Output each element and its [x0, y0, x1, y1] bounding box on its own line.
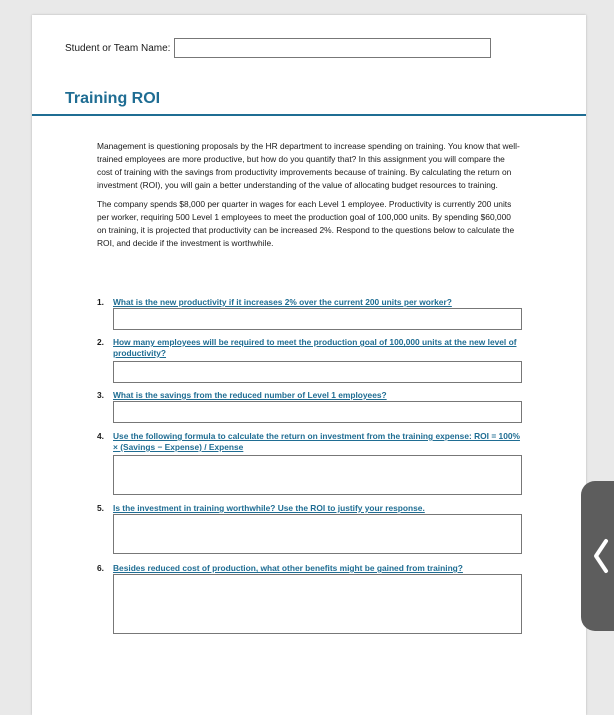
question-number: 2. [97, 337, 104, 347]
question-1 [97, 297, 521, 308]
question-text: What is the new productivity if it increases 2% over the current 200 units per worker? [113, 297, 452, 307]
question-6 [97, 563, 521, 574]
question-text: Is the investment in training worthwhile? Use the ROI to justify your response. [113, 503, 425, 513]
name-input[interactable] [174, 38, 491, 58]
question-text: What is the savings from the reduced number of Level 1 employees? [113, 390, 387, 400]
question-text: Use the following formula to calculate the return on investment from the training expense: ROI = 100% × (Savings − Expense) / Expense [113, 431, 520, 452]
intro-paragraph-1: Management is questioning proposals by the HR department to increase spending on training. You know that well-trained employees are more productive, but how do you quantify that? In this assignment you will compare the cost of training with the savings from productivity improvements because of training. By calculating the return on investment (ROI), you will gain a better understanding of the value of allocating budget resources to training. [97, 141, 520, 190]
question-text: Besides reduced cost of production, what other benefits might be gained from training? [113, 563, 463, 573]
intro-text [97, 140, 521, 256]
page-title: Training ROI [65, 90, 161, 107]
question-4 [97, 431, 521, 453]
question-3 [97, 390, 521, 401]
intro-paragraph-2: The company spends $8,000 per quarter in wages for each Level 1 employee. Productivity is currently 200 units per worker, requiring 500 Level 1 employees to meet the production goal of 100,000 units. By spending $60,000 on training, it is projected that productivity can be increased 2%. Respond to the questions below to calculate the ROI, and decide if the investment is worthwhile. [97, 199, 515, 248]
question-number: 4. [97, 431, 104, 441]
answer-box-4[interactable] [113, 455, 522, 495]
side-panel-toggle[interactable] [581, 481, 614, 631]
question-5 [97, 503, 521, 514]
answer-box-3[interactable] [113, 401, 522, 423]
answer-box-5[interactable] [113, 514, 522, 554]
answer-box-2[interactable] [113, 361, 522, 383]
name-row [65, 38, 491, 58]
answer-box-1[interactable] [113, 308, 522, 330]
question-number: 3. [97, 390, 104, 400]
question-2 [97, 337, 521, 359]
question-number: 1. [97, 297, 104, 307]
name-label: Student or Team Name: [65, 42, 171, 54]
title-divider [32, 114, 586, 116]
question-number: 5. [97, 503, 104, 513]
answer-box-6[interactable] [113, 574, 522, 634]
question-number: 6. [97, 563, 104, 573]
chevron-left-icon [592, 538, 610, 574]
question-text: How many employees will be required to meet the production goal of 100,000 units at the new level of productivity? [113, 337, 517, 358]
